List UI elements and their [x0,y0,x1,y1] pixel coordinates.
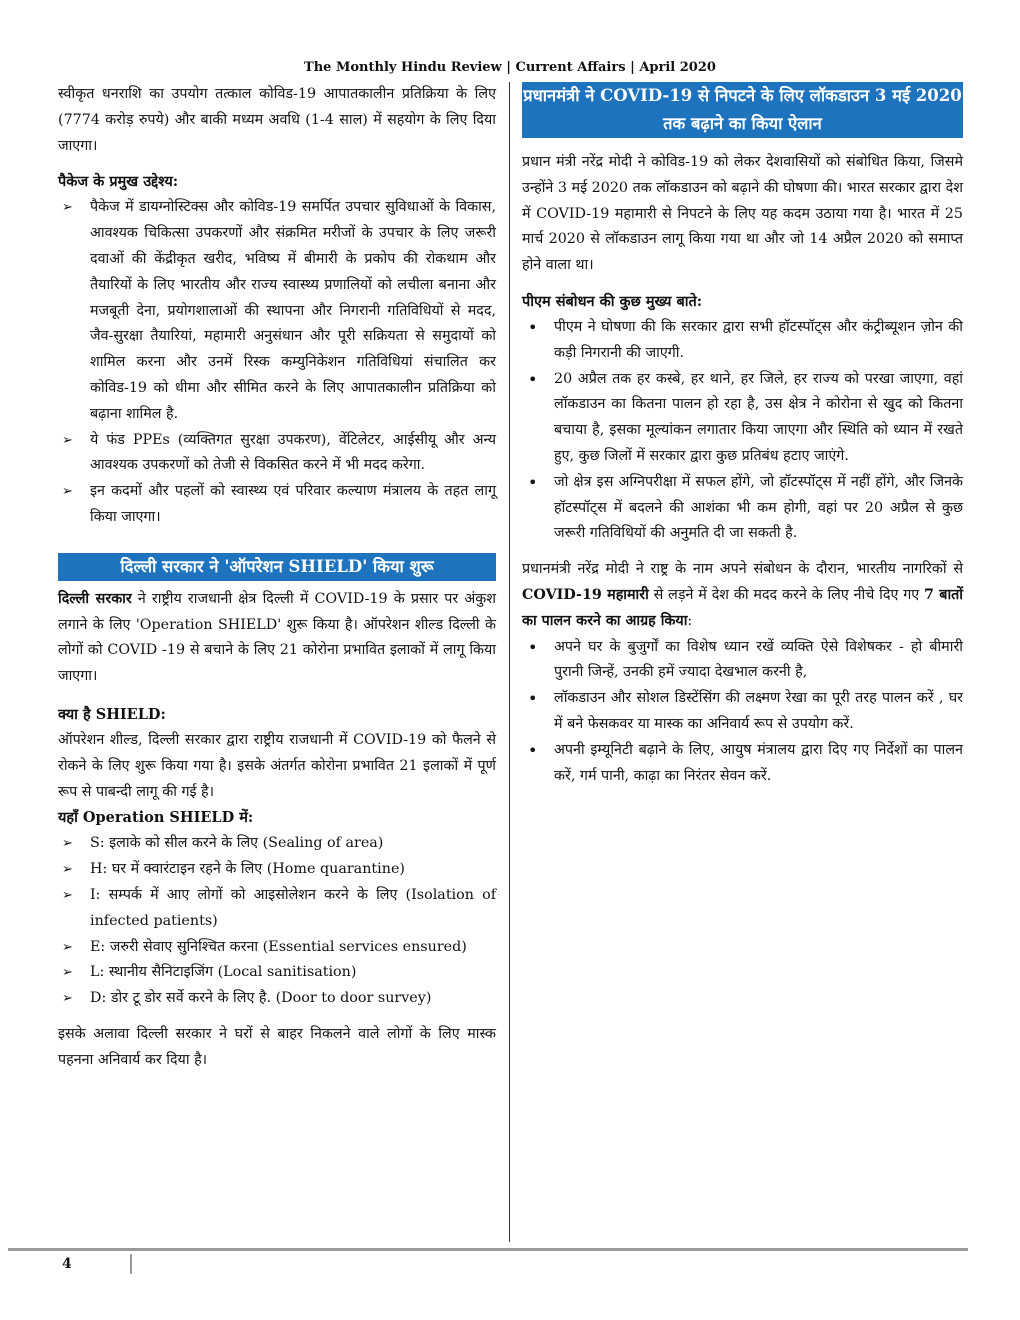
list-item: ➢ H: घर में क्वारंटाइन रहने के लिए (Home quarantine) [58,857,496,883]
list-item: ➢ L: स्थानीय सैनिटाइजिंग (Local sanitisation) [58,960,496,986]
shield-list [58,831,496,1012]
right-column [522,82,963,789]
delhi-paragraph: दिल्ली सरकार ने राष्ट्रीय राजधानी क्षेत्र दिल्ली में COVID-19 के प्रसार पर अंकुश लगाने के लिए 'Operation SHIELD' शुरू किया है। ऑपरेशन शील्ड दिल्ली के लोगों को COVID -19 से बचाने के लिए 21 कोरोना प्रभावित इलाकों में लागू किया जाएगा। [58,590,496,685]
shield-heading: क्या है SHIELD: [58,705,166,723]
arrow-bullet-icon: ➢ [62,836,73,852]
arrow-bullet-icon: ➢ [62,862,73,878]
shield-list-heading: यहाँ Operation SHIELD में: [58,809,254,827]
list-item: ➢ E: जरुरी सेवाए सुनिश्चित करना (Essential services ensured) [58,935,496,961]
page-header: The Monthly Hindu Review | Current Affairs | April 2020 [304,60,716,75]
list-item: ➢ S: इलाके को सील करने के लिए (Sealing of area) [58,831,496,857]
list-item: ➢ पैकेज में डायग्नोस्टिक्स और कोविड-19 समर्पित उपचार सुविधाओं के विकास, आवश्यक चिकित्सा उपकरणों और संक्रमित मरीजों के उपचार के लिए जरूरी दवाओं की केंद्रीकृत खरीद, भविष्य में बीमारी के प्रकोप की रोकथाम और तैयारियों के लिए भारतीय और राज्य स्वास्थ्य प्रणालियों को लचीला बनाना और मजबूती देना, प्रयोगशालाओं की स्थापना और निगरानी गतिविधियों से मदद, जैव-सुरक्षा तैयारियां, महामारी अनुसंधान और पूरी सक्रियता से समुदायों को शामिल करना और उनमें रिस्क कम्युनिकेशन गतिविधियां संचालित कर कोविड-19 को धीमा और सीमित करने के लिए आपातकालीन प्रतिक्रिया को बढ़ाना शामिल है. [58,195,496,427]
list-item: • जो क्षेत्र इस अग्निपरीक्षा में सफल होंगे, जो हॉटस्पॉट्स में नहीं होंगे, और जिनके हॉटस्पॉट्स में बदलने की आशंका भी कम होगी, वहां पर 20 अप्रैल से कुछ जरूरी गतिविधियों की अनुमति दी जा सकती है. [522,470,963,547]
list-item: • पीएम ने घोषणा की कि सरकार द्वारा सभी हॉटस्पॉट्स और कंट्रीब्यूशन ज़ोन की कड़ी निगरानी की जाएगी. [522,315,963,367]
appeal-paragraph: प्रधानमंत्री नरेंद्र मोदी ने राष्ट्र के नाम अपने संबोधन के दौरान, भारतीय नागरिकों से COVID-19 महामारी से लड़ने में देश की मदद करने के लिए नीचे दिए गए 7 बातों का पालन करने का आग्रह किया: [522,561,963,629]
dot-bullet-icon: • [528,689,538,709]
arrow-bullet-icon: ➢ [62,200,73,216]
arrow-bullet-icon: ➢ [62,484,73,500]
list-item: • लॉकडाउन और सोशल डिस्टेंसिंग की लक्ष्मण रेखा का पूरी तरह पालन करें , घर में बने फेसकवर या मास्क का अनिवार्य रूप से उपयोग करें. [522,686,963,738]
appeal-points-list [522,635,963,790]
footer-rule [8,1248,968,1251]
footer-separator [130,1254,132,1274]
left-column [58,82,496,1074]
arrow-bullet-icon: ➢ [62,991,73,1007]
lockdown-banner: प्रधानमंत्री ने COVID-19 से निपटने के लिए लॉकडाउन 3 मई 2020 तक बढ़ाने का किया ऐलान [522,82,963,138]
list-item: ➢ D: डोर टू डोर सर्वे करने के लिए है. (Door to door survey) [58,986,496,1012]
arrow-bullet-icon: ➢ [62,887,73,903]
arrow-bullet-icon: ➢ [62,939,73,955]
list-item: • अपने घर के बुजुर्गों का विशेष ध्यान रखें व्यक्ति ऐसे विशेषकर - हो बीमारी पुरानी जिन्हें, उनकी हमें ज्यादा देखभाल करनी है, [522,635,963,687]
dot-bullet-icon: • [528,740,538,760]
page-number: 4 [62,1256,72,1272]
pm-points-list [522,315,963,547]
objectives-list [58,195,496,530]
objectives-heading: पैकेज के प्रमुख उद्देश्य: [58,173,179,191]
dot-bullet-icon: • [528,369,538,389]
list-item: ➢ I: सम्पर्क में आए लोगों को आइसोलेशन करने के लिए (Isolation of infected patients) [58,883,496,935]
list-item: ➢ ये फंड PPEs (व्यक्तिगत सुरक्षा उपकरण), वेंटिलेटर, आईसीयू और अन्य आवश्यक उपकरणों को तेजी से विकसित करने में भी मदद करेगा. [58,428,496,480]
dot-bullet-icon: • [528,637,538,657]
arrow-bullet-icon: ➢ [62,432,73,448]
closing-paragraph: इसके अलावा दिल्ली सरकार ने घरों से बाहर निकलने वाले लोगों के लिए मास्क पहनना अनिवार्य कर दिया है। [58,1025,496,1068]
arrow-bullet-icon: ➢ [62,965,73,981]
list-item: • अपनी इम्यूनिटी बढ़ाने के लिए, आयुष मंत्रालय द्वारा दिए गए निर्देशों का पालन करें, गर्म पानी, काढ़ा का निरंतर सेवन करें. [522,738,963,790]
dot-bullet-icon: • [528,317,538,337]
list-item: ➢ इन कदमों और पहलों को स्वास्थ्य एवं परिवार कल्याण मंत्रालय के तहत लागू किया जाएगा। [58,479,496,531]
shield-paragraph: ऑपरेशन शील्ड, दिल्ली सरकार द्वारा राष्ट्रीय राजधानी में COVID-19 को फैलने से रोकने के लिए शुरू किया गया है। इसके अंतर्गत कोरोना प्रभावित 21 इलाकों में पूर्ण रूप से पाबन्दी लागू की गई है। [58,731,496,800]
delhi-shield-banner: दिल्ली सरकार ने 'ऑपरेशन SHIELD' किया शुरू [58,553,496,581]
left-intro-paragraph: स्वीकृत धनराशि का उपयोग तत्काल कोविड-19 आपातकालीन प्रतिक्रिया के लिए (7774 करोड़ रुपये) और बाकी मध्यम अवधि (1-4 साल) में सहयोग के लिए दिया जाएगा। [58,86,496,154]
pm-points-heading: पीएम संबोधन की कुछ मुख्य बाते: [522,292,703,310]
dot-bullet-icon: • [528,472,538,492]
column-divider [509,82,510,1242]
list-item: • 20 अप्रैल तक हर कस्बे, हर थाने, हर जिले, हर राज्य को परखा जाएगा, वहां लॉकडाउन का कितना पालन हो रहा है, उस क्षेत्र ने कोरोना से खुद को कितना बचाया है, इसका मूल्यांकन लगातार किया जाएगा और स्थिति को ध्यान में रखते हुए, कुछ जिलों में सरकार द्वारा कुछ प्रतिबंध हटाए जाएंगे. [522,367,963,470]
lockdown-intro-paragraph: प्रधान मंत्री नरेंद्र मोदी ने कोविड-19 को लेकर देशवासियों को संबोधित किया, जिसमे उन्होंने 3 मई 2020 तक लॉकडाउन को बढ़ाने की घोषणा की। भारत सरकार द्वारा देश में COVID-19 महामारी से निपटने के लिए यह कदम उठाया गया है। भारत में 25 मार्च 2020 से लॉकडाउन लागू किया गया था और जो 14 अप्रैल 2020 को समाप्त होने वाला था। [522,154,963,274]
